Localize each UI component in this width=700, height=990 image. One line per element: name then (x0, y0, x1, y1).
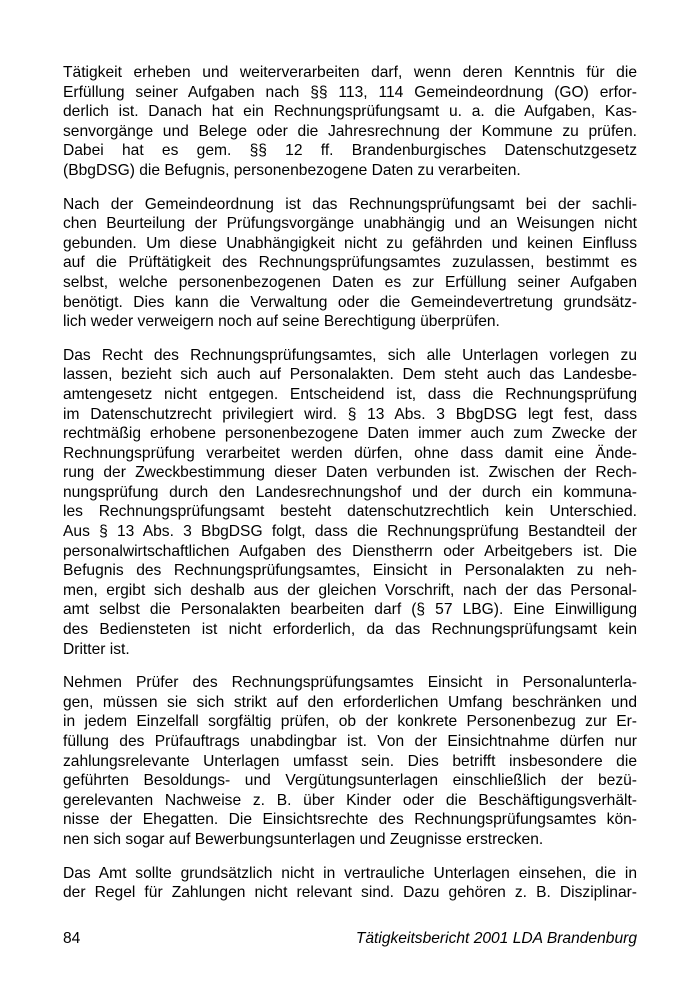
text-line: gebunden. Um diese Unabhängigkeit nicht zu gefährden und keinen Einfluss (63, 234, 637, 252)
text-line: Aus § 13 Abs. 3 BbgDSG folgt, dass die Rechnungsprüfung Bestandteil der (63, 523, 637, 541)
footer-report-title: Tätigkeitsbericht 2001 LDA Brandenburg (355, 930, 637, 947)
text-line: nisse der Ehegatten. Die Einsichtsrechte des Rechnungsprüfungsamtes kön- (63, 811, 637, 829)
text-line: lich weder verweigern noch auf seine Berechtigung überprüfen. (63, 313, 500, 331)
paragraph (63, 864, 637, 903)
text-line: senvorgänge und Belege oder die Jahresrechnung der Kommune zu prüfen. (63, 122, 637, 140)
text-line: chen Beurteilung der Prüfungsvorgänge unabhängig und an Weisungen nicht (63, 215, 637, 233)
text-line: Rechnungsprüfung verarbeitet werden dürfen, ohne dass damit eine Ände- (63, 444, 637, 462)
paragraph (63, 346, 637, 660)
text-line: selbst, welche personenbezogenen Daten es zur Erfüllung seiner Aufgaben (63, 273, 637, 291)
text-line: füllung des Prüfauftrags unabdingbar ist. Von der Einsichtnahme dürfen nur (63, 733, 637, 750)
paragraph (63, 63, 637, 181)
text-line: Erfüllung seiner Aufgaben nach §§ 113, 114 Gemeindeordnung (GO) erfor- (63, 83, 637, 101)
text-line: Tätigkeit erheben und weiterverarbeiten darf, wenn deren Kenntnis für die (63, 64, 637, 81)
text-line: des Bediensteten ist nicht erforderlich, da das Rechnungsprüfungsamt kein (63, 621, 637, 639)
text-line: personalwirtschaftlichen Aufgaben des Dienstherrn oder Arbeitgebers ist. Die (63, 542, 637, 560)
page-body (63, 63, 637, 917)
text-line: im Datenschutzrecht privilegiert wird. § 13 Abs. 3 BbgDSG legt fest, dass (63, 405, 637, 423)
text-line: auf die Prüftätigkeit des Rechnungsprüfungsamtes zuzulassen, bestimmt es (63, 254, 637, 272)
text-line: men, ergibt sich deshalb aus der gleichen Vorschrift, nach der das Personal- (63, 581, 637, 599)
text-line: rechtmäßig erhobene personenbezogene Daten immer auch zum Zwecke der (63, 425, 637, 443)
text-line: lassen, bezieht sich auch auf Personalakten. Dem steht auch das Landesbe- (63, 366, 637, 384)
text-line: Das Amt sollte grundsätzlich nicht in vertrauliche Unterlagen einsehen, die in (63, 864, 637, 882)
paragraph (63, 673, 637, 849)
text-line: Nehmen Prüfer des Rechnungsprüfungsamtes Einsicht in Personalunterla- (63, 674, 637, 692)
text-line: gen, müssen sie sich strikt auf den erforderlichen Umfang beschränken und (63, 693, 637, 711)
text-line: nungsprüfung durch den Landesrechnungshof und der durch ein kommuna- (63, 483, 637, 501)
text-line: (BbgDSG) die Befugnis, personenbezogene Daten zu verarbeiten. (63, 161, 521, 179)
paragraph (63, 195, 637, 332)
text-line: Befugnis des Rechnungsprüfungsamtes, Einsicht in Personalakten zu neh- (63, 562, 637, 580)
text-line: Das Recht des Rechnungsprüfungsamtes, sich alle Unterlagen vorlegen zu (63, 346, 637, 364)
page-footer (63, 929, 637, 949)
text-line: amt selbst die Personalakten bearbeiten darf (§ 57 LBG). Eine Einwilligung (63, 601, 637, 619)
text-line: amtengesetz nicht entgegen. Entscheidend ist, dass die Rechnungsprüfung (63, 385, 637, 403)
text-line: Nach der Gemeindeordnung ist das Rechnungsprüfungsamt bei der sachli- (63, 195, 637, 213)
page-number: 84 (63, 930, 81, 947)
text-line: der Regel für Zahlungen nicht relevant sind. Dazu gehören z. B. Disziplinar- (63, 884, 637, 902)
text-line: in jedem Einzelfall sorgfältig prüfen, ob der konkrete Personenbezug zur Er- (63, 713, 637, 731)
text-line: rung der Zweckbestimmung dieser Daten verbunden ist. Zwischen der Rech- (63, 464, 637, 482)
text-line: zahlungsrelevante Unterlagen umfasst sein. Dies betrifft insbesondere die (63, 752, 637, 770)
text-line: gerelevanten Nachweise z. B. über Kinder oder die Beschäftigungsverhält- (63, 791, 637, 809)
text-line: derlich ist. Danach hat ein Rechnungsprüfungsamt u. a. die Aufgaben, Kas- (63, 103, 637, 121)
text-line: benötigt. Dies kann die Verwaltung oder die Gemeindevertretung grundsätz- (63, 293, 637, 311)
text-line: les Rechnungsprüfungsamt besteht datenschutzrechtlich kein Unterschied. (63, 503, 637, 521)
text-line: Dabei hat es gem. §§ 12 ff. Brandenburgisches Datenschutzgesetz (63, 142, 637, 160)
text-line: nen sich sogar auf Bewerbungsunterlagen und Zeugnisse erstrecken. (63, 830, 544, 848)
text-line: Dritter ist. (63, 640, 130, 658)
text-line: geführten Besoldungs- und Vergütungsunterlagen einschließlich der bezü- (63, 772, 637, 790)
